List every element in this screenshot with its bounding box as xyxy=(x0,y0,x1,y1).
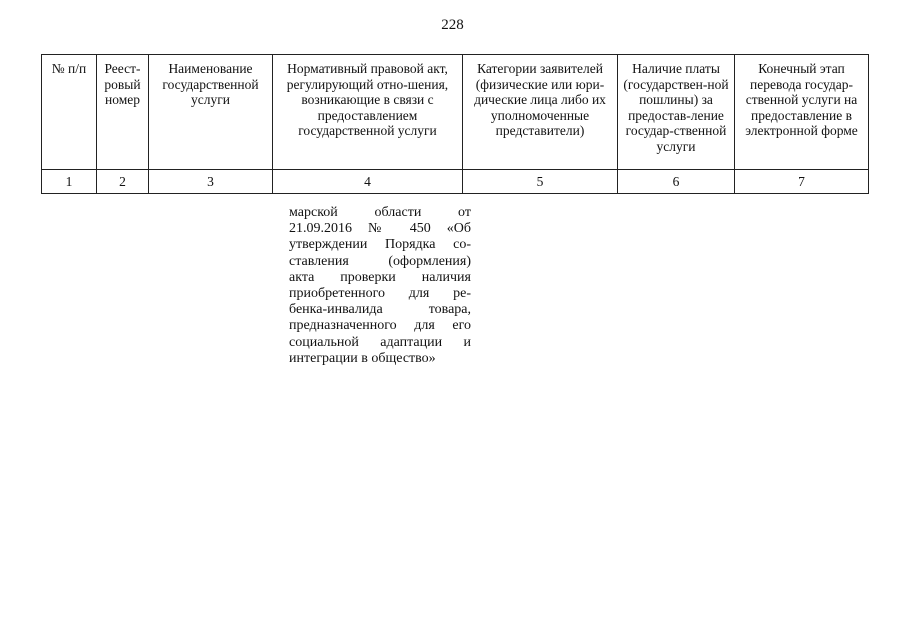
text-line: ставления (оформления) xyxy=(289,253,471,269)
services-registry-table xyxy=(41,54,869,194)
column-number-cell: 2 xyxy=(97,170,149,194)
header-cell-applicant-categories: Категории заявителей (физические или юри-дические лица либо их уполномоченные представители) xyxy=(463,55,618,170)
text-line: марской области от xyxy=(289,205,471,220)
header-cell-fee: Наличие платы (государствен-ной пошлины) за предостав-ление государ-ственной услуги xyxy=(618,55,735,170)
column-number-cell: 4 xyxy=(273,170,463,194)
text-line: социальной адаптации и xyxy=(289,334,471,350)
column-number-cell: 3 xyxy=(149,170,273,194)
header-cell-final-stage: Конечный этап перевода государ-ственной услуги на предоставление в электронной форме xyxy=(735,55,869,170)
legal-act-continuation-text xyxy=(289,205,471,367)
column-number-cell: 1 xyxy=(42,170,97,194)
header-cell-legal-act: Нормативный правовой акт, регулирующий отно-шения, возникающие в связи с предоставлением государственной услуги xyxy=(273,55,463,170)
text-line: интеграции в общество» xyxy=(289,350,436,366)
header-cell-number: № п/п xyxy=(42,55,97,170)
column-number-cell: 5 xyxy=(463,170,618,194)
page-number: 228 xyxy=(441,17,464,33)
column-numbering-row xyxy=(42,170,869,194)
table-header-row xyxy=(42,55,869,170)
text-line: приобретенного для ре- xyxy=(289,286,471,302)
column-number-cell: 7 xyxy=(735,170,869,194)
header-cell-registry-number: Реест-ровый номер xyxy=(97,55,149,170)
text-line: утверждении Порядка со- xyxy=(289,237,471,253)
header-cell-service-name: Наименование государственной услуги xyxy=(149,55,273,170)
text-line: 21.09.2016 № 450 «Об xyxy=(289,221,471,237)
text-line: акта проверки наличия xyxy=(289,269,471,285)
column-number-cell: 6 xyxy=(618,170,735,194)
text-line: бенка-инвалида товара, xyxy=(289,302,471,318)
text-line: предназначенного для его xyxy=(289,318,471,334)
